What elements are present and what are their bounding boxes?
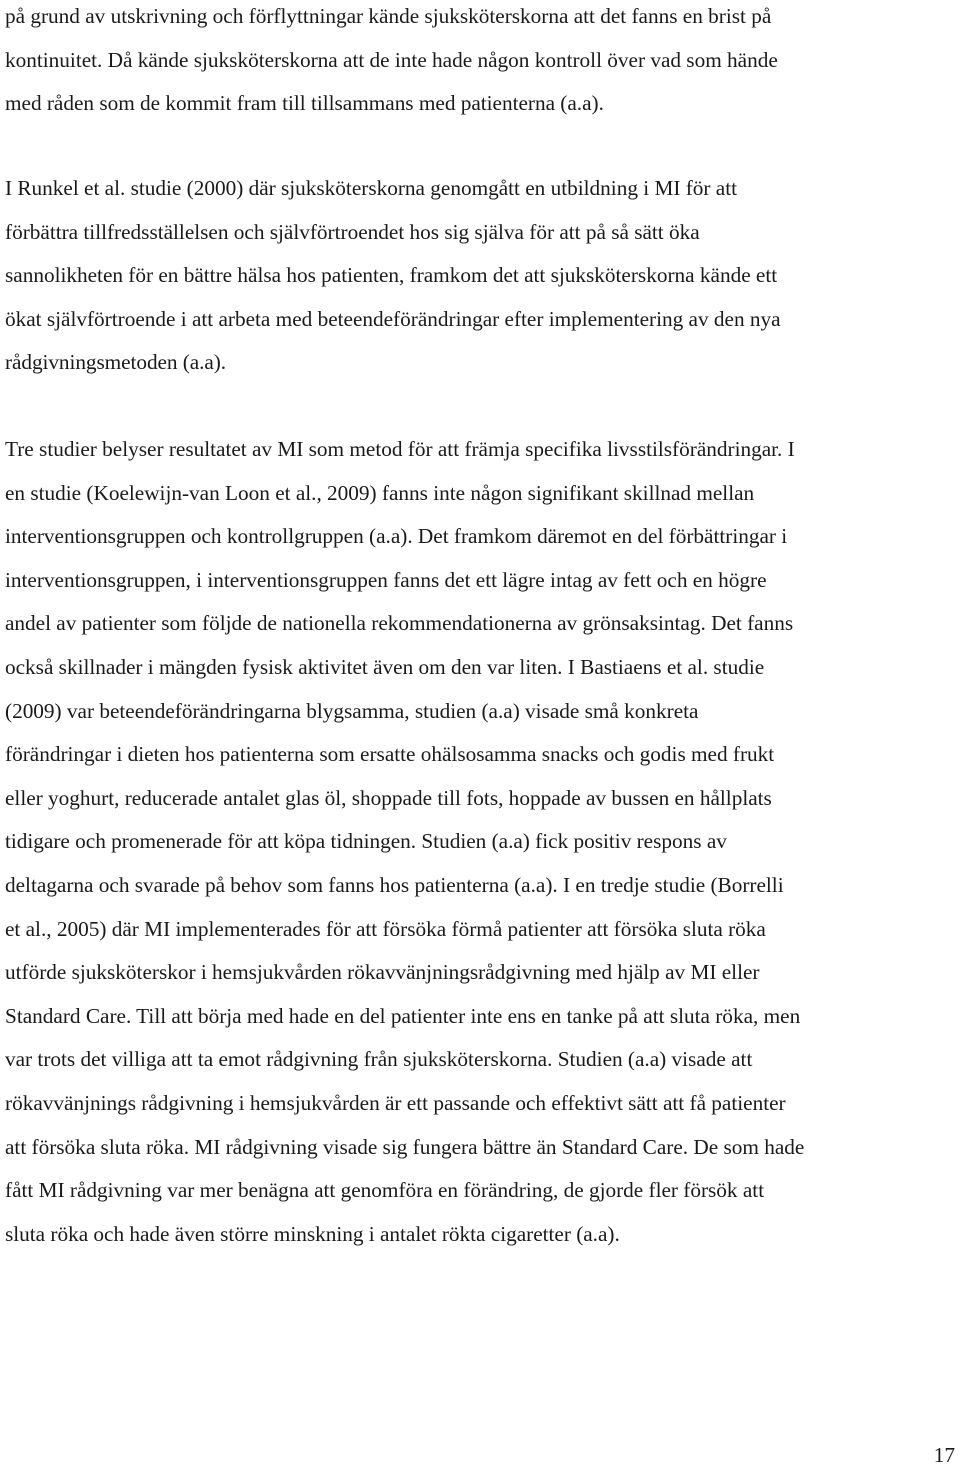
paragraph-runkel-study [5,167,957,385]
text-line: att försöka sluta röka. MI rådgivning visade sig fungera bättre än Standard Care. De som hade [5,1134,805,1159]
text-line: I Runkel et al. studie (2000) där sjuksköterskorna genomgått en utbildning i MI för att [5,176,738,200]
text-line: tidigare och promenerade för att köpa tidningen. Studien (a.a) fick positiv respons av [5,829,727,854]
page-number: 17 [933,1443,955,1467]
text-line: kontinuitet. Då kände sjuksköterskorna att de inte hade någon kontroll över vad som hände [5,47,778,72]
text-line: på grund av utskrivning och förflyttningar kände sjuksköterskorna att det fanns en brist på [5,4,772,28]
text-line: Standard Care. Till att börja med hade en del patienter inte ens en tanke på att sluta röka, men [5,1003,801,1028]
text-line: andel av patienter som följde de nationella rekommendationerna av grönsaksintag. Det fanns [5,611,794,636]
text-line: interventionsgruppen, i interventionsgruppen fanns det ett lägre intag av fett och en högre [5,567,767,592]
text-line: var trots det villiga att ta emot rådgivning från sjuksköterskorna. Studien (a.a) visade att [5,1047,753,1072]
text-line: utförde sjuksköterskor i hemsjukvården rökavvänjningsrådgivning med hjälp av MI eller [5,960,760,985]
text-line: rökavvänjnings rådgivning i hemsjukvården är ett passande och effektivt sätt att få patienter [5,1090,786,1115]
text-line: fått MI rådgivning var mer benägna att genomföra en förändring, de gjorde fler försök att [5,1178,765,1203]
text-line: (2009) var beteendeförändringarna blygsamma, studien (a.a) visade små konkreta [5,698,699,723]
text-line: sannolikheten för en bättre hälsa hos patienten, framkom det att sjuksköterskorna kände ett [5,263,778,288]
text-line: et al., 2005) där MI implementerades för att försöka förmå patienter att försöka sluta röka [5,916,766,941]
text-line: Tre studier belyser resultatet av MI som metod för att främja specifika livsstilsförändringar. I [5,437,795,461]
text-line: interventionsgruppen och kontrollgruppen (a.a). Det framkom däremot en del förbättringar i [5,524,788,549]
paragraph-three-studies [5,428,957,1256]
text-line: med råden som de kommit fram till tillsammans med patienterna (a.a). [5,91,604,116]
text-line: eller yoghurt, reducerade antalet glas öl, shoppade till fots, hoppade av bussen en hållplats [5,785,772,810]
text-line: en studie (Koelewijn-van Loon et al., 2009) fanns inte någon signifikant skillnad mellan [5,480,755,505]
text-line: sluta röka och hade även större minskning i antalet rökta cigaretter (a.a). [5,1221,620,1246]
text-line: förändringar i dieten hos patienterna som ersatte ohälsosamma snacks och godis med frukt [5,742,775,767]
text-line: deltagarna och svarade på behov som fanns hos patienterna (a.a). I en tredje studie (Borrelli [5,872,784,897]
text-line: ökat självförtroende i att arbeta med beteendeförändringar efter implementering av den nya [5,306,781,331]
paragraph-continuity [5,0,957,126]
text-line: rådgivningsmetoden (a.a). [5,350,226,375]
text-line: också skillnader i mängden fysisk aktivitet även om den var liten. I Bastiaens et al. studie [5,654,765,679]
text-line: förbättra tillfredsställelsen och självförtroendet hos sig själva för att på så sätt öka [5,219,700,244]
